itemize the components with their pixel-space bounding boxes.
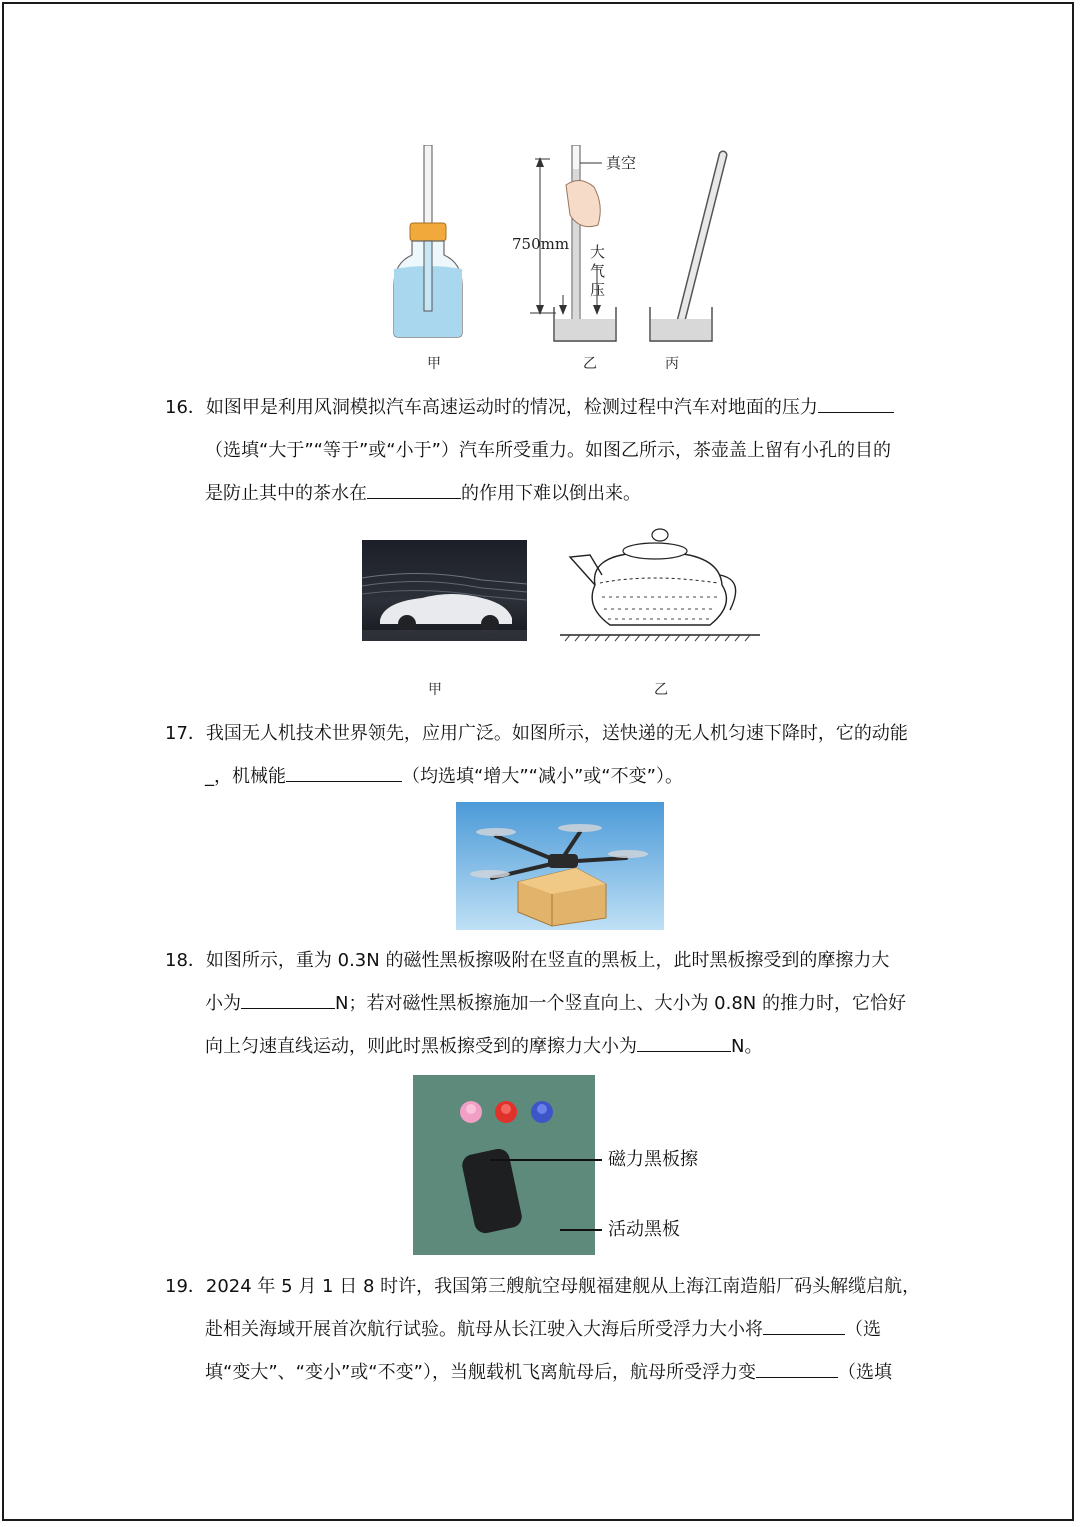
tilted-tube-apparatus [650,155,723,341]
caption-bing: 丙 [665,356,679,372]
magnetic-eraser-photo [413,1075,595,1255]
q19-text-3b: （选填 [837,1362,892,1383]
q16-text-1: 如图甲是利用风洞模拟汽车高速运动时的情况，检测过程中汽车对地面的压力 [205,397,818,418]
q16-line-2: （选填“大于”“等于”或“小于”）汽车所受重力。如图乙所示，茶壶盖上留有小孔的目的 [205,440,891,461]
q18-text-3a: 向上匀速直线运动，则此时黑板擦受到的摩擦力大小为 [205,1036,637,1057]
answer-blank[interactable] [763,1314,845,1335]
board-pointer-line [560,1229,602,1231]
answer-blank[interactable] [241,988,335,1009]
q19-line-3 [205,1352,892,1394]
q18-text-3b: N。 [731,1036,763,1057]
q18-line-1 [165,940,889,982]
q19-text-1: 2024 年 5 月 1 日 8 时许，我国第三艘航空母舰福建舰从上海江南造船厂码头解缆启航， [205,1276,921,1297]
q18-line-3 [205,1026,762,1068]
answer-blank[interactable] [818,392,894,413]
q19-line-1 [165,1266,920,1308]
q18-text-1: 如图所示，重为 0.3N 的磁性黑板擦吸附在竖直的黑板上，此时黑板擦受到的摩擦力大 [205,950,890,971]
answer-blank[interactable] [367,478,461,499]
atm-label-1: 大 [590,243,606,261]
q16-text-3b: 的作用下难以倒出来。 [461,483,641,504]
q17-line-1 [165,713,908,755]
eraser-label: 磁力黑板擦 [608,1149,698,1170]
q18-text-2b: N；若对磁性黑板擦施加一个竖直向上、大小为 0.8N 的推力时，它恰好 [335,993,906,1014]
caption-yi-16: 乙 [654,682,668,698]
q19-text-2a: 赴相关海域开展首次航行试验。航母从长江驶入大海后所受浮力大小将 [205,1319,763,1340]
question-number: 17． [165,723,206,744]
height-label: 750mm [512,235,570,253]
q17-text-1: 我国无人机技术世界领先，应用广泛。如图所示，送快递的无人机匀速下降时，它的动能 [205,723,908,744]
q19-text-2b: （选 [845,1319,881,1340]
question-number: 18． [165,950,206,971]
figure-15-diagrams [380,145,730,345]
q19-line-2 [205,1309,881,1351]
q17-text-2b: （均选填“增大”“减小”或“不变”）。 [402,766,683,787]
board-label: 活动黑板 [608,1219,680,1240]
bottle-apparatus [394,145,462,337]
wind-tunnel-photo [362,540,527,641]
question-number: 16． [165,397,206,418]
q18-line-2 [205,983,906,1025]
delivery-drone-photo [456,802,664,930]
atm-label-3: 压 [590,281,606,299]
answer-blank[interactable] [756,1357,838,1378]
q18-text-2a: 小为 [205,993,241,1014]
eraser-pointer-line [490,1159,602,1161]
caption-jia-16: 甲 [428,682,442,698]
q16-line-3 [205,473,641,515]
question-number: 19． [165,1276,206,1297]
teapot-drawing [560,525,760,645]
caption-yi: 乙 [583,356,597,372]
answer-blank[interactable] [286,761,402,782]
vacuum-label: 真空 [606,154,637,172]
atm-label-2: 气 [590,262,606,280]
answer-blank[interactable] [637,1031,731,1052]
q17-line-2 [205,756,683,798]
q17-text-2a: _，机械能 [205,766,286,787]
q19-text-3a: 填“变大”、“变小”或“不变”），当舰载机飞离航母后，航母所受浮力变 [205,1362,756,1383]
caption-jia: 甲 [427,356,441,372]
q16-line-1 [165,387,894,429]
q16-text-3a: 是防止其中的茶水在 [205,483,367,504]
